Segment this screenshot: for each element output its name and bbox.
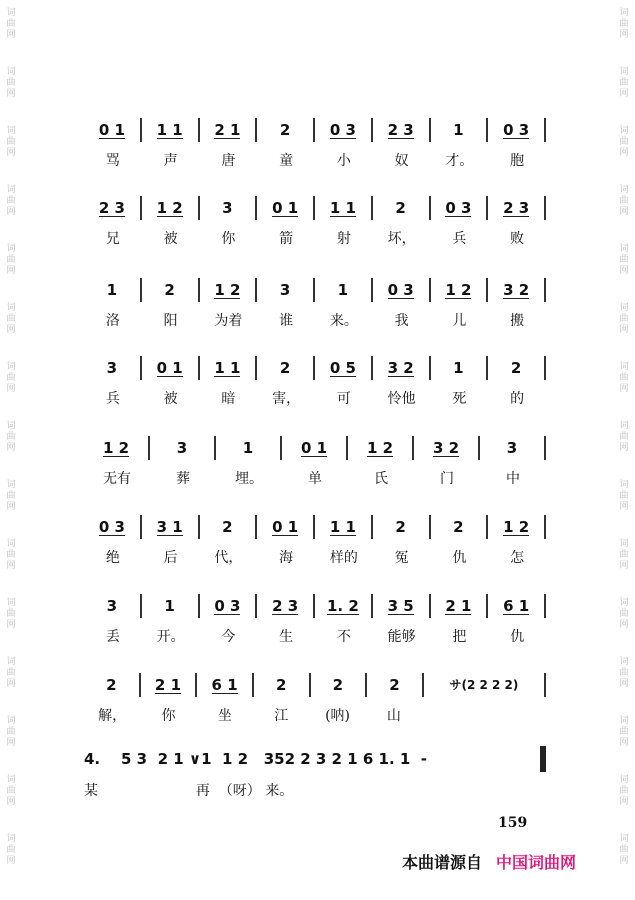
measure bbox=[431, 118, 489, 142]
watermark-text: 词曲网 bbox=[6, 362, 16, 394]
measure-notes: 0 1 bbox=[98, 121, 125, 139]
measure-notes: 3 bbox=[222, 199, 233, 217]
measure bbox=[367, 673, 424, 697]
measure-notes: 0 3 bbox=[329, 121, 356, 139]
lyric: 的 bbox=[510, 391, 525, 407]
measure bbox=[84, 278, 142, 302]
lyric: 败 bbox=[510, 231, 525, 247]
measure-notes: 2 1 bbox=[214, 121, 241, 139]
measure-notes: 2 bbox=[389, 676, 400, 694]
watermark-text: 词曲网 bbox=[619, 67, 629, 99]
lyric: 坐 bbox=[217, 708, 232, 724]
watermark-text: 词曲网 bbox=[6, 303, 16, 335]
measure-notes: 1 1 bbox=[214, 359, 241, 377]
watermark-text: 词曲网 bbox=[6, 126, 16, 158]
watermark-text: 词曲网 bbox=[619, 834, 629, 866]
measure bbox=[373, 594, 431, 618]
measure-notes: 0 5 bbox=[329, 359, 356, 377]
measure-notes: 3 bbox=[506, 439, 518, 457]
source-brand-link[interactable]: 中国词曲网 bbox=[496, 853, 577, 872]
lyric: 可 bbox=[336, 391, 351, 407]
measure-notes: 2 3 bbox=[503, 199, 530, 217]
measure bbox=[480, 436, 546, 460]
watermark-text: 词曲网 bbox=[6, 421, 16, 453]
measure bbox=[431, 196, 489, 220]
measure bbox=[142, 118, 200, 142]
watermark-text: 词曲网 bbox=[619, 303, 629, 335]
score-line bbox=[84, 356, 546, 408]
lyric bbox=[422, 705, 546, 725]
measure bbox=[315, 278, 373, 302]
measure bbox=[84, 118, 142, 142]
measure-notes: 2 bbox=[276, 676, 287, 694]
measure-notes: 3 bbox=[176, 439, 188, 457]
lyric: 怎 bbox=[510, 550, 525, 566]
measure-notes: サ(2 2 2 2) bbox=[449, 678, 519, 692]
lyric: 我 bbox=[394, 313, 409, 329]
lyric: 死 bbox=[452, 391, 467, 407]
measure bbox=[315, 118, 373, 142]
measure bbox=[431, 278, 489, 302]
measure-notes: 1 2 bbox=[445, 281, 472, 299]
lyric: 仇 bbox=[452, 550, 467, 566]
watermark-text: 词曲网 bbox=[619, 185, 629, 217]
measure-notes: 1 2 bbox=[366, 439, 394, 457]
lyric: 解， bbox=[98, 708, 127, 724]
measure bbox=[84, 594, 142, 618]
measure-notes: 2 bbox=[279, 359, 291, 377]
measure bbox=[84, 436, 150, 460]
lyric: 海 bbox=[279, 550, 294, 566]
measure bbox=[216, 436, 282, 460]
measure-notes: 3 2 bbox=[503, 281, 530, 299]
lyric: 被 bbox=[163, 231, 178, 247]
lyric: 能够 bbox=[387, 629, 416, 645]
measure-notes: 0 3 bbox=[445, 199, 472, 217]
measure bbox=[84, 515, 142, 539]
measure-notes: 2 bbox=[510, 359, 522, 377]
measure-notes: 1 bbox=[106, 281, 118, 299]
lyric: 无有 bbox=[103, 471, 131, 487]
lyric: 才。 bbox=[445, 153, 474, 169]
score-line bbox=[84, 118, 546, 170]
watermark-right bbox=[617, 8, 631, 893]
lyric: 你 bbox=[221, 231, 236, 247]
measure bbox=[257, 356, 315, 380]
measure bbox=[373, 515, 431, 539]
lyric: 不 bbox=[336, 629, 351, 645]
measure-notes: 2 bbox=[453, 518, 464, 536]
measure bbox=[431, 594, 489, 618]
measure-notes: 2 3 bbox=[387, 121, 414, 139]
measure-notes: 1 1 bbox=[329, 518, 356, 536]
watermark-text: 词曲网 bbox=[6, 8, 16, 40]
watermark-text: 词曲网 bbox=[619, 421, 629, 453]
score-line-final bbox=[84, 750, 554, 800]
lyric: 儿 bbox=[452, 313, 467, 329]
measure bbox=[257, 118, 315, 142]
lyric: 山 bbox=[386, 708, 401, 724]
measure bbox=[488, 594, 546, 618]
measure-notes: 3 bbox=[106, 597, 118, 615]
lyric: 小 bbox=[336, 153, 351, 169]
watermark-text: 词曲网 bbox=[619, 657, 629, 689]
lyric: 葬 bbox=[176, 471, 190, 487]
measure bbox=[373, 196, 431, 220]
measure-notes: 2 bbox=[395, 199, 406, 217]
lyric: 丢 bbox=[105, 629, 120, 645]
measure-notes: 2 bbox=[279, 121, 291, 139]
watermark-text: 词曲网 bbox=[619, 539, 629, 571]
measure-notes: 1 bbox=[453, 121, 464, 139]
measure bbox=[200, 356, 258, 380]
lyric: 你 bbox=[161, 708, 176, 724]
measure bbox=[254, 673, 311, 697]
measure bbox=[200, 515, 258, 539]
measure bbox=[315, 196, 373, 220]
lyric: 中 bbox=[506, 471, 520, 487]
watermark-text: 词曲网 bbox=[6, 480, 16, 512]
measure-notes: 0 3 bbox=[214, 597, 241, 615]
watermark-text: 词曲网 bbox=[6, 67, 16, 99]
watermark-text: 词曲网 bbox=[619, 775, 629, 807]
measure-notes: 2 bbox=[164, 281, 175, 299]
final-lyrics: 某 再 （呀） 来。 bbox=[84, 783, 294, 799]
measure-notes: 3 2 bbox=[432, 439, 460, 457]
lyric: 门 bbox=[440, 471, 454, 487]
score-line bbox=[84, 278, 546, 330]
measure-notes: 0 3 bbox=[98, 518, 125, 536]
measure bbox=[488, 356, 546, 380]
lyric: 怜他 bbox=[387, 391, 416, 407]
measure bbox=[488, 515, 546, 539]
measure bbox=[200, 278, 258, 302]
lyric: 谁 bbox=[279, 313, 294, 329]
watermark-text: 词曲网 bbox=[619, 598, 629, 630]
measure bbox=[84, 673, 141, 697]
measure bbox=[373, 278, 431, 302]
measure-notes: 2 bbox=[395, 518, 406, 536]
measure bbox=[257, 594, 315, 618]
lyric: 洛 bbox=[105, 313, 120, 329]
lyric: 绝 bbox=[105, 550, 120, 566]
measure bbox=[200, 196, 258, 220]
lyric: 来。 bbox=[329, 313, 358, 329]
measure bbox=[488, 278, 546, 302]
watermark-text: 词曲网 bbox=[6, 185, 16, 217]
measure bbox=[315, 356, 373, 380]
measure bbox=[414, 436, 480, 460]
measure-notes: 3 1 bbox=[156, 518, 183, 536]
measure bbox=[142, 356, 200, 380]
lyric: 害， bbox=[272, 391, 301, 407]
measure bbox=[142, 196, 200, 220]
measure-notes: 1 bbox=[242, 439, 254, 457]
measure bbox=[431, 356, 489, 380]
lyric: 唐 bbox=[221, 153, 236, 169]
measure bbox=[488, 196, 546, 220]
lyric: 胞 bbox=[510, 153, 525, 169]
measure-notes: 2 bbox=[222, 518, 233, 536]
watermark-left bbox=[4, 8, 18, 893]
lyric: 埋。 bbox=[235, 471, 263, 487]
measure-notes: 1 bbox=[453, 359, 464, 377]
lyric: 箭 bbox=[279, 231, 294, 247]
measure-notes: 1 1 bbox=[329, 199, 356, 217]
measure bbox=[424, 673, 546, 697]
measure-notes: 1 1 bbox=[156, 121, 183, 139]
measure bbox=[142, 594, 200, 618]
measure bbox=[257, 515, 315, 539]
lyric: 暗 bbox=[221, 391, 236, 407]
lyric: 兵 bbox=[105, 391, 120, 407]
measure bbox=[348, 436, 414, 460]
lyric: 兵 bbox=[452, 231, 467, 247]
watermark-text: 词曲网 bbox=[619, 480, 629, 512]
lyric: 氏 bbox=[374, 471, 388, 487]
measure bbox=[257, 196, 315, 220]
watermark-text: 词曲网 bbox=[6, 834, 16, 866]
measure bbox=[282, 436, 348, 460]
measure-notes: 3 5 bbox=[387, 597, 414, 615]
lyric: 阳 bbox=[163, 313, 178, 329]
measure-notes: 1 bbox=[164, 597, 175, 615]
score-line bbox=[84, 673, 546, 725]
lyric: 兄 bbox=[105, 231, 120, 247]
measure-notes: 2 3 bbox=[98, 199, 125, 217]
watermark-text: 词曲网 bbox=[6, 244, 16, 276]
lyric: 声 bbox=[163, 153, 178, 169]
score-line bbox=[84, 515, 546, 567]
measure-notes: 1 2 bbox=[102, 439, 130, 457]
measure bbox=[257, 278, 315, 302]
watermark-text: 词曲网 bbox=[6, 598, 16, 630]
measure bbox=[142, 278, 200, 302]
measure bbox=[311, 673, 368, 697]
measure-notes: 1 2 bbox=[214, 281, 241, 299]
source-credit bbox=[402, 850, 576, 873]
measure-notes: 1 bbox=[337, 281, 349, 299]
measure-notes: 3 bbox=[279, 281, 291, 299]
measure-notes: 2 3 bbox=[272, 597, 299, 615]
measure-notes: 2 1 bbox=[154, 676, 182, 694]
measure bbox=[373, 118, 431, 142]
measure-notes: 1 2 bbox=[503, 518, 530, 536]
measure-notes: 2 bbox=[106, 676, 117, 694]
lyric: 童 bbox=[279, 153, 294, 169]
measure-notes: 0 1 bbox=[272, 518, 299, 536]
source-label: 本曲谱源自 bbox=[402, 853, 483, 872]
lyric: 被 bbox=[163, 391, 178, 407]
measure bbox=[150, 436, 216, 460]
lyric: 骂 bbox=[105, 153, 120, 169]
measure bbox=[373, 356, 431, 380]
lyric: 今 bbox=[221, 629, 236, 645]
measure-notes: 0 1 bbox=[300, 439, 328, 457]
watermark-text: 词曲网 bbox=[6, 539, 16, 571]
watermark-text: 词曲网 bbox=[6, 716, 16, 748]
final-barline bbox=[537, 746, 546, 772]
watermark-text: 词曲网 bbox=[619, 8, 629, 40]
lyric: 搬 bbox=[510, 313, 525, 329]
lyric: 代， bbox=[214, 550, 243, 566]
page-number: 159 bbox=[498, 815, 528, 831]
watermark-text: 词曲网 bbox=[619, 244, 629, 276]
measure-notes: 0 1 bbox=[156, 359, 183, 377]
measure-notes: 0 3 bbox=[387, 281, 414, 299]
measure-notes: 3 bbox=[106, 359, 118, 377]
measure-notes: 2 bbox=[332, 676, 344, 694]
lyric: 冤 bbox=[394, 550, 409, 566]
score-line bbox=[84, 436, 546, 488]
measure bbox=[142, 515, 200, 539]
measure bbox=[141, 673, 198, 697]
measure-notes: 2 1 bbox=[445, 597, 472, 615]
measure-notes: 3 2 bbox=[387, 359, 414, 377]
lyric: 奴 bbox=[394, 153, 409, 169]
measure-notes: 6 1 bbox=[503, 597, 530, 615]
lyric: 坏， bbox=[387, 231, 416, 247]
lyric: 为着 bbox=[214, 313, 243, 329]
watermark-text: 词曲网 bbox=[619, 362, 629, 394]
score-line bbox=[84, 594, 546, 646]
measure-notes: 1. 2 bbox=[326, 597, 359, 615]
lyric: 仇 bbox=[510, 629, 525, 645]
lyric: 后 bbox=[163, 550, 178, 566]
lyric: 江 bbox=[274, 708, 289, 724]
measure-notes: 1 2 bbox=[156, 199, 183, 217]
measure bbox=[197, 673, 254, 697]
lyric: 样的 bbox=[329, 550, 358, 566]
watermark-text: 词曲网 bbox=[6, 775, 16, 807]
measure bbox=[84, 196, 142, 220]
measure-notes: 0 1 bbox=[272, 199, 299, 217]
measure-notes: 0 3 bbox=[503, 121, 530, 139]
measure bbox=[200, 118, 258, 142]
measure bbox=[431, 515, 489, 539]
measure bbox=[315, 594, 373, 618]
measure bbox=[84, 356, 142, 380]
watermark-text: 词曲网 bbox=[619, 126, 629, 158]
score-line bbox=[84, 196, 546, 248]
lyric: (呐) bbox=[325, 708, 351, 724]
final-notes: 4. 5 3 2 1 ∨1 1 2 352 2 3 2 1 6 1. 1 - bbox=[84, 750, 428, 768]
watermark-text: 词曲网 bbox=[619, 716, 629, 748]
lyric: 把 bbox=[452, 629, 467, 645]
watermark-text: 词曲网 bbox=[6, 657, 16, 689]
measure-notes: 6 1 bbox=[211, 676, 238, 694]
lyric: 射 bbox=[336, 231, 351, 247]
lyric: 生 bbox=[279, 629, 294, 645]
lyric: 开。 bbox=[156, 629, 185, 645]
measure bbox=[315, 515, 373, 539]
measure bbox=[488, 118, 546, 142]
lyric: 单 bbox=[308, 471, 322, 487]
measure bbox=[200, 594, 258, 618]
